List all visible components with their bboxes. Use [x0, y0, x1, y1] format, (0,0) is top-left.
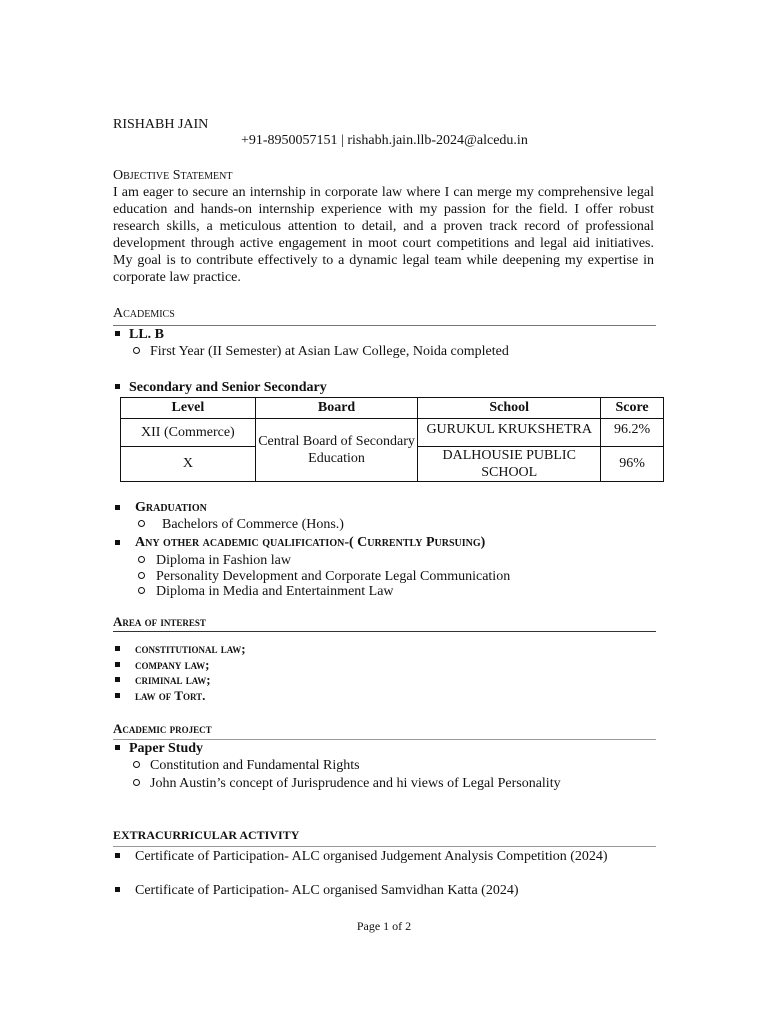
project-title: Paper Study	[129, 741, 204, 756]
academics-heading: Academics	[113, 306, 175, 321]
table-header: Level	[121, 398, 256, 419]
table-header: Board	[255, 398, 418, 419]
interest-item: company law;	[135, 657, 210, 672]
table-header: School	[418, 398, 601, 419]
bullet-circle	[138, 587, 145, 594]
bullet-square	[115, 646, 120, 651]
academics-rule	[113, 325, 656, 326]
bullet-square	[115, 540, 120, 545]
project-item: John Austin’s concept of Jurisprudence and hi views of Legal Personality	[150, 776, 561, 791]
bullet-circle	[133, 779, 140, 786]
qualification-item: Personality Development and Corporate Legal Communication	[156, 569, 511, 584]
bullet-square	[115, 887, 120, 892]
llb-item: First Year (II Semester) at Asian Law College, Noida completed	[150, 344, 509, 359]
llb-title: LL. B	[129, 327, 165, 342]
interest-item: criminal law;	[135, 672, 211, 687]
level-cell: X	[121, 447, 256, 482]
objective-heading: Objective Statement	[113, 168, 233, 183]
board-cell: Central Board of Secondary Education	[255, 419, 418, 482]
bullet-square	[115, 662, 120, 667]
extracurricular-heading: EXTRACURRICULAR ACTIVITY	[113, 828, 300, 842]
education-table	[120, 397, 664, 482]
interest-item: constitutional law;	[135, 641, 246, 656]
bullet-circle	[133, 347, 140, 354]
graduation-item: Bachelors of Commerce (Hons.)	[162, 517, 344, 532]
extracurricular-rule	[113, 846, 656, 847]
school-cell: DALHOUSIE PUBLIC SCHOOL	[418, 447, 601, 482]
school-cell: GURUKUL KRUKSHETRA	[418, 419, 601, 447]
activity-item: Certificate of Participation- ALC organised Judgement Analysis Competition (2024)	[135, 849, 608, 864]
bullet-circle	[133, 761, 140, 768]
qualification-item: Diploma in Media and Entertainment Law	[156, 584, 394, 599]
bullet-square	[115, 331, 120, 336]
score-cell: 96%	[601, 447, 664, 482]
activity-item: Certificate of Participation- ALC organised Samvidhan Katta (2024)	[135, 883, 519, 898]
project-heading: Academic project	[113, 721, 212, 736]
bullet-square	[115, 677, 120, 682]
page-number: Page 1 of 2	[356, 919, 412, 933]
interest-rule	[113, 631, 656, 632]
interest-heading: Area of interest	[113, 614, 206, 629]
project-item: Constitution and Fundamental Rights	[150, 758, 360, 773]
bullet-square	[115, 853, 120, 858]
bullet-square	[115, 693, 120, 698]
graduation-title: Graduation	[135, 500, 207, 515]
contact-line: +91-8950057151 | rishabh.jain.llb-2024@alcedu.in	[241, 133, 528, 148]
table-header-row	[121, 398, 664, 419]
secondary-title: Secondary and Senior Secondary	[129, 380, 327, 395]
table-row	[121, 419, 664, 447]
bullet-circle	[138, 556, 145, 563]
candidate-name: RISHABH JAIN	[113, 117, 209, 132]
score-cell: 96.2%	[601, 419, 664, 447]
bullet-square	[115, 384, 120, 389]
level-cell: XII (Commerce)	[121, 419, 256, 447]
bullet-circle	[138, 572, 145, 579]
interest-item: law of Tort.	[135, 688, 206, 703]
bullet-circle	[138, 520, 145, 527]
other-qualification-title: Any other academic qualification-( Currently Pursuing)	[135, 535, 486, 550]
qualification-item: Diploma in Fashion law	[156, 553, 291, 568]
bullet-square	[115, 505, 120, 510]
bullet-square	[115, 745, 120, 750]
table-header: Score	[601, 398, 664, 419]
objective-text: I am eager to secure an internship in corporate law where I can merge my comprehensive legal education and hands-on internship experience with my passion for the field. I offer robust research skills, a meticulous attention to detail, and a proven track record of professional development through active engagement in moot court competitions and legal aid initiatives. My goal is to contribute effectively to a dynamic legal team while deepening my expertise in corporate law practice.	[113, 185, 654, 285]
